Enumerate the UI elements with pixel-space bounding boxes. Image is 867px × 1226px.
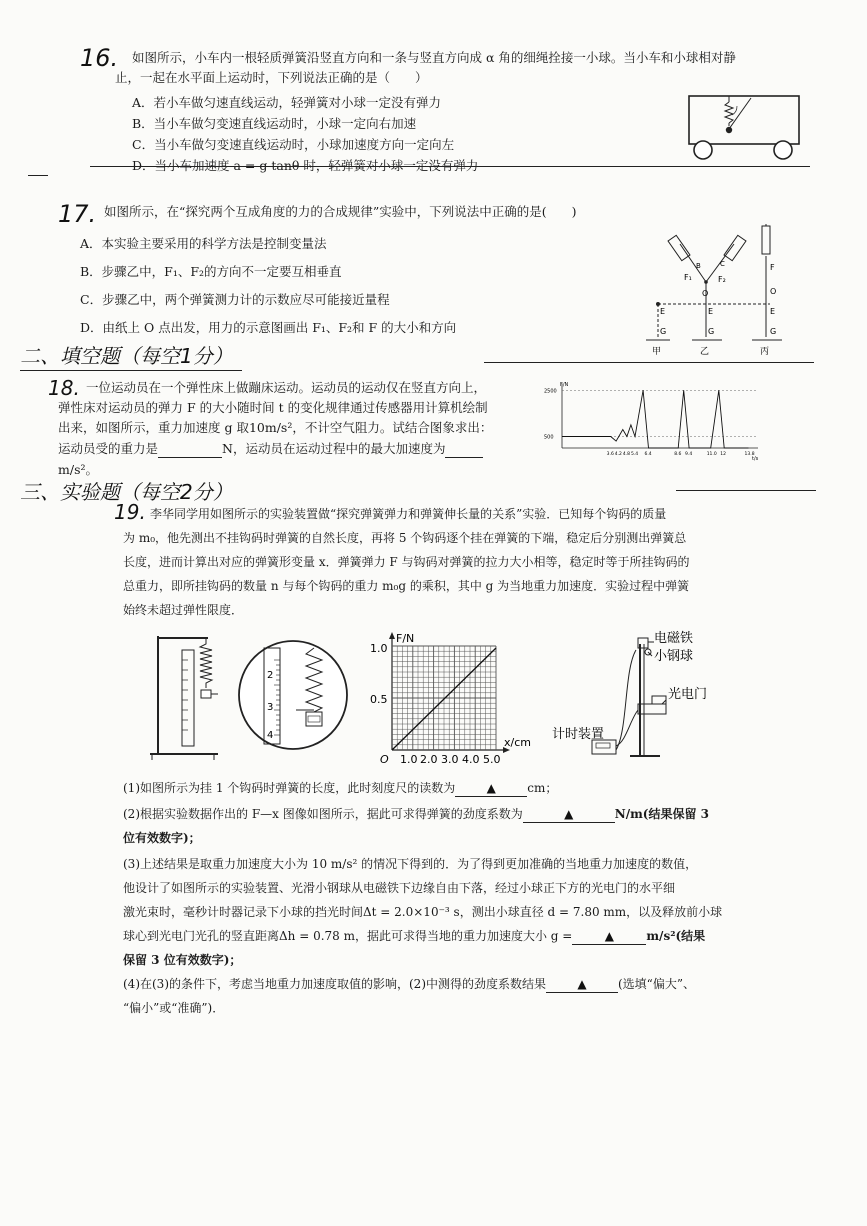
chart-x-tick-label: 5.4: [630, 452, 639, 457]
sub-1-text: (1)如图所示为挂 1 个钩码时弹簧的长度，此时刻度尺的读数为: [123, 781, 456, 795]
sub-4-options: (选填“偏大”、: [618, 977, 695, 991]
graph-x-tick-5: 5.0: [483, 753, 501, 766]
point-o-label-c: O: [770, 287, 777, 296]
question-16-option-a: A．若小车做匀速直线运动，轻弹簧对小球一定没有弹力: [132, 95, 442, 110]
question-19-para-5: 始终未超过弹性限度．: [123, 603, 244, 617]
blank-triangle-2: ▲: [564, 807, 574, 821]
point-g-label-c: G: [770, 327, 777, 336]
graph-y-axis-label: F/N: [396, 632, 415, 645]
question-18-line-4: [58, 441, 483, 458]
label-photogate: 光电门: [668, 687, 708, 702]
chart-y-tick-label: 500: [544, 434, 554, 441]
question-17-option-b: B．步骤乙中，F₁、F₂的方向不一定要互相垂直: [80, 264, 342, 279]
force-f1-label: F₁: [684, 273, 692, 282]
sub-4-text: (4)在(3)的条件下，考虑当地重力加速度取值的影响，(2)中测得的劲度系数结果: [123, 977, 546, 991]
cart-figure: [685, 92, 805, 160]
sub-1-unit: cm；: [527, 781, 558, 795]
answer-blank-3[interactable]: [572, 928, 646, 945]
question-16-option-b: B．当小车做匀变速直线运动时，小球一定向右加速: [132, 116, 417, 131]
sub-3-text: 球心到光电门光孔的竖直距离Δh = 0.78 m，据此可求得当地的重力加速度大小 g =: [123, 929, 573, 943]
question-16-option-c: C．当小车做匀变速直线运动时，小球加速度方向一定向左: [132, 137, 455, 152]
blank-triangle-4: ▲: [577, 977, 587, 991]
ruler-magnifier-figure: [236, 638, 350, 752]
section-2-rule-right: [484, 362, 814, 363]
chart-x-tick-label: 12: [720, 452, 726, 457]
question-18-line-1: 一位运动员在一个弹性床上做蹦床运动。运动员的运动仅在竖直方向上，: [86, 380, 487, 395]
point-c-label: C: [720, 260, 725, 268]
sub-2-text: (2)根据实验数据作出的 F—x 图像如图所示，据此可求得弹簧的劲度系数为: [123, 807, 523, 821]
section-2-underline: [20, 370, 242, 371]
section-3-rule-right: [676, 490, 816, 491]
question-19-sub-3-line-3: 激光束时，毫秒计时器记录下小球的挡光时间Δt = 2.0×10⁻³ s，测出小球直径 d = 7.80 mm，以及释放前小球: [123, 905, 723, 919]
question-19-para-2: 为 m₀，他先测出不挂钩码时弹簧的自然长度，再将 5 个钩码逐个挂在弹簧的下端，稳定后分别测出弹簧总: [123, 531, 687, 545]
answer-blank-1[interactable]: [455, 780, 527, 797]
question-19-sub-4: [123, 976, 695, 993]
question-18-blank-2-prefix: N，运动员在运动过程中的最大加速度为: [222, 441, 446, 456]
chart-x-tick-label: 3.6: [606, 452, 614, 457]
divider-16-17: [90, 166, 810, 167]
question-19-sub-3-line-5: 保留 3 位有效数字)；: [123, 953, 242, 967]
point-e-label-a: E: [660, 307, 666, 316]
chart-x-tick-label: 11.0: [706, 452, 717, 457]
question-16-stem-cont: 止，一起在水平面上运动时，下列说法正确的是（ ）: [115, 70, 428, 85]
chart-y-axis-label: F/N: [560, 382, 569, 388]
question-19-sub-3-line-1: (3)上述结果是取重力加速度大小为 10 m/s² 的情况下得到的．为了得到更加准确的当地重力加速度的数值，: [123, 857, 698, 871]
chart-x-tick-label: 4.2: [614, 452, 622, 457]
question-19-number: 19.: [114, 500, 146, 524]
force-f-label: F: [770, 263, 775, 272]
graph-x-tick-2: 2.0: [420, 753, 438, 766]
trampoline-force-chart: [540, 378, 766, 460]
question-18-line-3: 出来，如图所示，重力加速度 g 取10m/s²，不计空气阻力。试结合图象求出：: [58, 420, 493, 435]
sub-3-unit: m/s²(结果: [646, 929, 706, 943]
graph-x-tick-4: 4.0: [462, 753, 480, 766]
question-19-sub-2-cont: 位有效数字)；: [123, 831, 201, 845]
question-18-blank-1[interactable]: [158, 441, 222, 458]
chart-force-series-line: [562, 390, 749, 448]
question-18-blank-2[interactable]: [445, 441, 483, 458]
free-fall-apparatus-figure: [544, 630, 744, 764]
chart-x-tick-label: 13.8: [744, 452, 755, 457]
graph-y-tick-1: 1.0: [370, 642, 388, 655]
blank-triangle-1: ▲: [486, 781, 496, 795]
point-o-label-b: O: [702, 289, 709, 298]
section-3-heading: 三、实验题（每空2分）: [20, 480, 233, 504]
graph-x-axis-label: x/cm: [504, 736, 531, 749]
figure-label-yi: 乙: [700, 347, 710, 357]
graph-origin: O: [380, 753, 389, 766]
answer-blank-2[interactable]: [523, 806, 615, 823]
force-extension-graph: [356, 630, 531, 766]
question-17-option-c: C．步骤乙中，两个弹簧测力计的示数应尽可能接近量程: [80, 292, 390, 307]
chart-x-tick-label: 8.6: [674, 452, 682, 457]
figure-label-bing: 丙: [760, 347, 770, 357]
chart-x-tick-label: 4.8: [622, 452, 631, 457]
answer-blank-4[interactable]: [546, 976, 618, 993]
question-18-unit: m/s²。: [58, 462, 98, 477]
chart-y-tick-label: 2500: [544, 388, 557, 395]
force-experiment-figure: [640, 222, 800, 360]
figure-label-jia: 甲: [652, 347, 662, 357]
point-g-label-b: G: [708, 327, 715, 336]
label-timing-device: 计时装置: [552, 727, 605, 742]
ruler-tick-4: 4: [267, 730, 274, 741]
point-e-label-c: E: [770, 307, 776, 316]
label-steel-ball: 小钢球: [654, 649, 694, 664]
question-19-sub-3-line-4: [123, 928, 705, 945]
question-19-sub-4-cont: “偏小”或“准确”)．: [123, 1001, 225, 1015]
question-16-stem: 如图所示，小车内一根轻质弹簧沿竖直方向和一条与竖直方向成 α 角的细绳拴接一小球。当小车和小球相对静: [132, 50, 736, 65]
sub-2-unit: N/m(结果保留 3: [614, 807, 709, 821]
question-19-sub-3-line-2: 他设计了如图所示的实验装置、光滑小钢球从电磁铁下边缘自由下落，经过小球正下方的光电门的水平细: [123, 881, 676, 895]
point-g-label-a: G: [660, 327, 667, 336]
force-f2-label: F₂: [718, 275, 726, 284]
question-18-number: 18.: [48, 376, 80, 400]
ruler-tick-3: 3: [267, 702, 274, 713]
question-16-option-d: D．当小车加速度 a = g tanθ 时，轻弹簧对小球一定没有弹力: [132, 158, 479, 173]
section-2-heading: 二、填空题（每空1分）: [20, 344, 233, 368]
question-17-option-a: A．本实验主要采用的科学方法是控制变量法: [80, 236, 327, 251]
question-18-line-2: 弹性床对运动员的弹力 F 的大小随时间 t 的变化规律通过传感器用计算机绘制: [58, 400, 488, 415]
point-b-label: B: [696, 262, 701, 270]
question-19-sub-2: [123, 806, 709, 823]
divider-margin: [28, 175, 48, 176]
question-19-para-4: 总重力，即所挂钩码的数量 n 与每个钩码的重力 m₀g 的乘积，其中 g 为当地重力加速度．实验过程中弹簧: [123, 579, 690, 593]
question-18-blank-1-prefix: 运动员受的重力是: [58, 441, 159, 456]
ruler-tick-2: 2: [267, 670, 274, 681]
question-17-option-d: D．由纸上 O 点出发，用力的示意图画出 F₁、F₂和 F 的大小和方向: [80, 320, 457, 335]
question-17-stem: 如图所示，在“探究两个互成角度的力的合成规律”实验中，下列说法中正确的是( ): [104, 204, 577, 219]
question-16-number: 16.: [80, 44, 119, 72]
chart-x-axis-label: t/s: [752, 456, 759, 462]
question-19-para-1: 李华同学用如图所示的实验装置做“探究弹簧弹力和弹簧伸长量的关系”实验．已知每个钩码的质量: [150, 507, 667, 521]
graph-x-tick-1: 1.0: [400, 753, 418, 766]
question-19-sub-1: [123, 780, 557, 797]
spring-stand-figure: [148, 630, 226, 762]
question-19-para-3: 长度，进而计算出对应的弹簧形变量 x．弹簧弹力 F 与钩码对弹簧的拉力大小相等，稳定时等于所挂钩码的: [123, 555, 690, 569]
chart-x-tick-label: 9.4: [685, 452, 693, 457]
point-e-label-b: E: [708, 307, 714, 316]
blank-triangle-3: ▲: [604, 929, 614, 943]
question-17-number: 17.: [58, 200, 97, 228]
chart-x-tick-label: 6.4: [644, 452, 652, 457]
graph-x-tick-3: 3.0: [441, 753, 459, 766]
graph-y-tick-05: 0.5: [370, 693, 388, 706]
label-electromagnet: 电磁铁: [654, 631, 694, 646]
